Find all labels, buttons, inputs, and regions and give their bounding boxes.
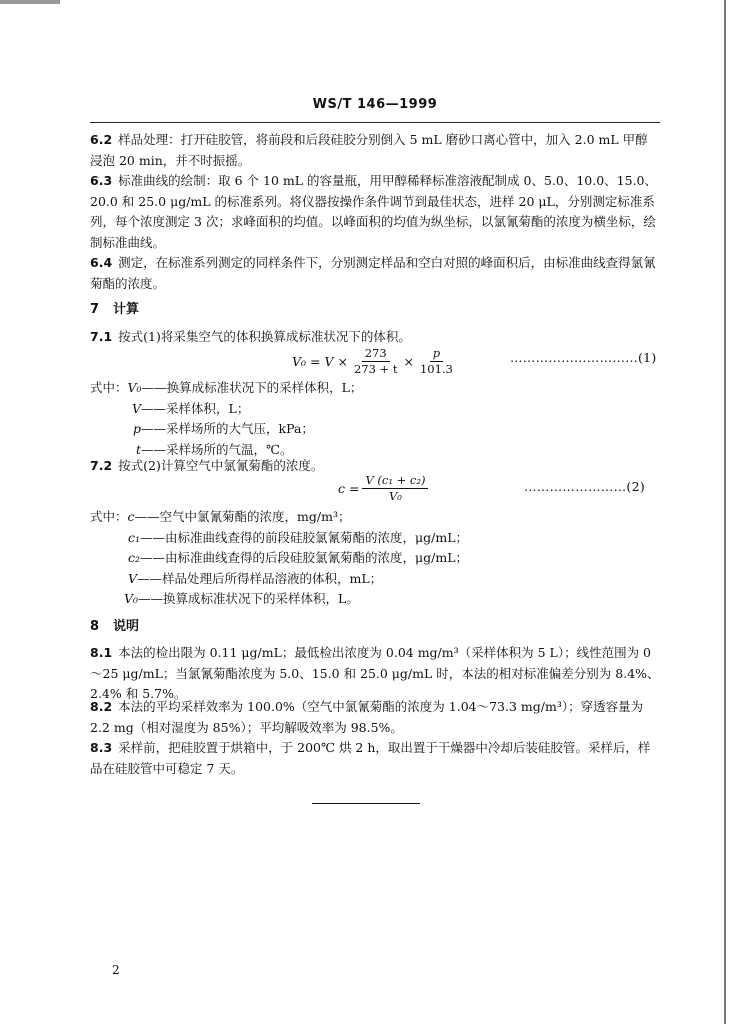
section-title: 计算 <box>113 302 140 317</box>
variable-symbol: V₀ <box>127 380 142 395</box>
variable-symbol: c <box>127 509 135 524</box>
equation-number-2: ……………………(2) <box>524 479 646 494</box>
section-heading-8 <box>90 617 660 638</box>
fraction-denominator: V₀ <box>388 489 402 503</box>
clause-number: 6.3 <box>90 173 113 188</box>
times-sign: × <box>403 354 414 369</box>
clause-number: 7.2 <box>90 458 113 473</box>
clause-number: 6.2 <box>90 132 113 147</box>
where-intro: 式中： <box>90 380 128 395</box>
clause-text: 按式(1)将采集空气的体积换算成标准状况下的体积。 <box>118 329 411 344</box>
variable-description: ——采样场所的气温，℃。 <box>141 441 293 457</box>
variable-symbol: V₀ <box>124 591 139 606</box>
scan-edge-right <box>724 0 726 1024</box>
definition-row <box>90 419 362 440</box>
variable-description: ——由标准曲线查得的后段硅胶氯氰菊酯的浓度，μg/mL； <box>140 550 469 565</box>
clause-text: 测定，在标准系列测定的同样条件下，分别测定样品和空白对照的峰面积后，由标准曲线查得氯氰菊酯的浓度。 <box>90 255 656 291</box>
section-number: 8 <box>90 619 100 634</box>
definition-row <box>90 378 362 399</box>
definition-row <box>90 528 468 549</box>
variable-description: ——由标准曲线查得的前段硅胶氯氰菊酯的浓度，μg/mL； <box>140 529 469 545</box>
variable-description: ——换算成标准状况下的采样体积，L。 <box>138 591 359 606</box>
clause-text: 采样前，把硅胶置于烘箱中，于 200℃ 烘 2 h，取出置于干燥器中冷却后装硅胶管。采样后，样品在硅胶管中可稳定 7 天。 <box>90 740 651 776</box>
formula-lhs: V₀ = V × <box>292 354 348 369</box>
fraction-numerator: p <box>430 346 443 362</box>
fraction-numerator: 273 <box>362 346 390 362</box>
paragraph-8-1 <box>90 643 660 705</box>
fraction-pressure <box>417 346 456 377</box>
fraction-denominator: 273 + t <box>353 362 398 376</box>
formula-lhs: c = <box>338 481 360 496</box>
end-of-text-rule <box>312 803 420 804</box>
section-number: 7 <box>90 302 100 317</box>
clause-number: 8.3 <box>90 740 113 755</box>
variable-description: ——采样体积，L； <box>141 400 250 416</box>
standard-code-header: WS/T 146—1999 <box>312 97 438 112</box>
variable-symbol: c₁ <box>128 529 141 545</box>
variable-description: ——采样场所的大气压，kPa； <box>141 421 314 436</box>
header-rule <box>90 122 660 123</box>
definition-row <box>90 507 468 528</box>
section-heading-7 <box>90 300 660 321</box>
variable-description: ——样品处理后所得样品溶液的体积，mL； <box>137 570 383 586</box>
formula-1 <box>292 346 459 377</box>
variable-description: ——空气中氯氰菊酯的浓度，mg/m³； <box>134 509 351 524</box>
definition-row <box>90 589 468 610</box>
clause-text: 本法的平均采样效率为 100.0%（空气中氯氰菊酯的浓度为 1.04～73.3 mg/m³）；穿透容量为 2.2 mg（相对湿度为 85%）；平均解吸效率为 98.5%。 <box>90 699 644 735</box>
clause-number: 8.1 <box>90 645 113 660</box>
definition-row <box>90 569 468 590</box>
clause-text: 标准曲线的绘制：取 6 个 10 mL 的容量瓶，用甲醇稀释标准溶液配制成 0、5.0、10.0、15.0、20.0 和 25.0 μg/mL 的标准系列。将仪器按操作条件调节到最佳状态，进样 20 μL，分别测定标准系列，每个浓度测定 3 次；求峰面积的均值。以峰面积的均值为纵坐标，以氯氰菊酯的浓度为横坐标，绘制标准曲线。 <box>90 173 658 250</box>
where-intro: 式中： <box>90 509 128 524</box>
paragraph-8-3 <box>90 738 660 779</box>
clause-text: 本法的检出限为 0.11 μg/mL；最低检出浓度为 0.04 mg/m³（采样体积为 5 L）；线性范围为 0～25 μg/mL；当氯氰菊酯浓度为 5.0、15.0 和 25.0 μg/mL 时，本法的相对标准偏差分别为 8.4%、2.4% 和 5.7%。 <box>90 645 660 701</box>
variable-definitions-1 <box>90 378 362 460</box>
clause-number: 6.4 <box>90 255 113 270</box>
fraction-temperature <box>351 346 401 377</box>
definition-row <box>90 548 468 569</box>
variable-symbol: V <box>132 400 142 416</box>
paragraph-7-1 <box>90 327 660 348</box>
clause-text: 按式(2)计算空气中氯氰菊酯的浓度。 <box>118 458 324 473</box>
variable-symbol: t <box>136 441 142 457</box>
scan-artifact-top <box>0 0 60 4</box>
variable-symbol: p <box>133 421 142 436</box>
clause-number: 8.2 <box>90 699 113 714</box>
variable-definitions-2 <box>90 507 468 610</box>
variable-symbol: V <box>128 570 138 586</box>
paragraph-6-4 <box>90 253 660 294</box>
paragraph-6-3 <box>90 171 660 253</box>
fraction-denominator: 101.3 <box>419 362 453 376</box>
section-title: 说明 <box>113 619 140 634</box>
paragraph-6-2 <box>90 130 660 171</box>
formula-2 <box>338 473 431 504</box>
clause-text: 样品处理：打开硅胶管，将前段和后段硅胶分别倒入 5 mL 磨砂口离心管中，加入 2.0 mL 甲醇浸泡 20 min，并不时振摇。 <box>90 132 648 168</box>
paragraph-8-2 <box>90 697 660 738</box>
clause-number: 7.1 <box>90 329 113 344</box>
fraction-numerator: V (c₁ + c₂) <box>362 473 428 489</box>
variable-symbol: c₂ <box>128 550 141 565</box>
definition-row <box>90 399 362 420</box>
fraction-concentration <box>362 473 428 504</box>
variable-description: ——换算成标准状况下的采样体积，L； <box>141 380 363 395</box>
equation-number-1: …………………………(1) <box>510 350 657 365</box>
page-number: 2 <box>112 963 120 977</box>
